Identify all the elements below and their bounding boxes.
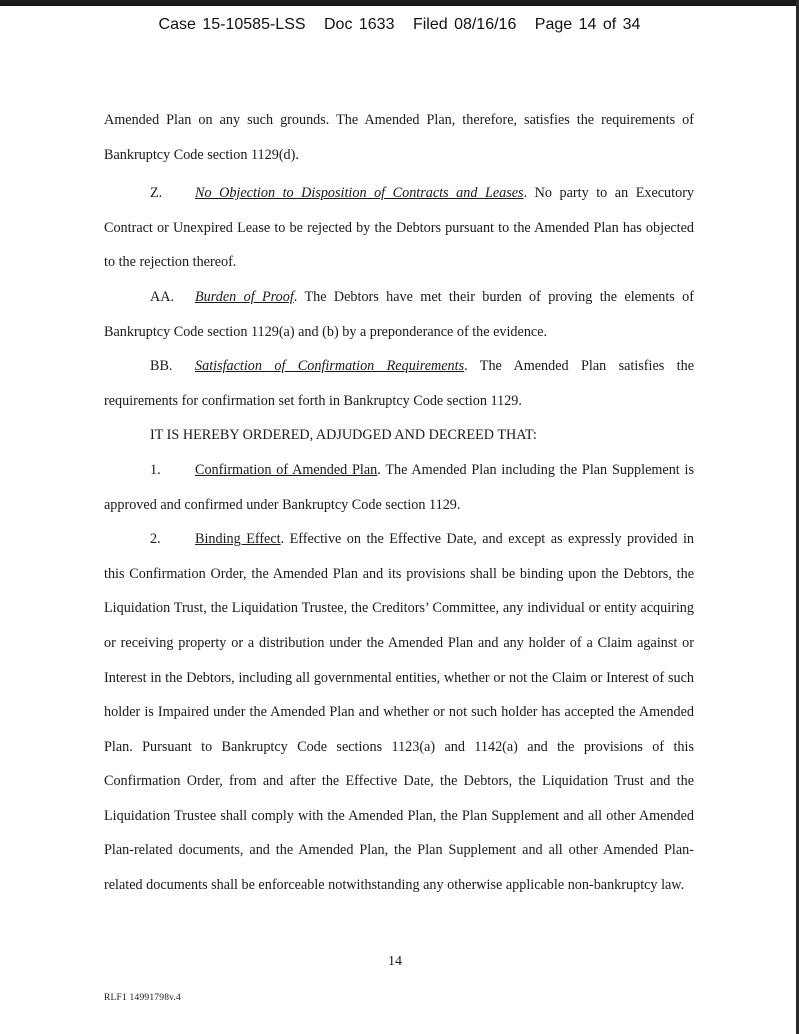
filed-date: Filed 08/16/16 — [412, 16, 517, 33]
paragraph-continuation: Amended Plan on any such grounds. The Amended Plan, therefore, satisfies the requirements of Bankruptcy Code section 1129(d). — [104, 112, 694, 163]
ordering-clause: IT IS HEREBY ORDERED, ADJUDGED AND DECREED THAT: — [150, 427, 537, 444]
paragraph-text: . No party to an Executory Contract or Unexpired Lease to be rejected by the Debtors pursuant to the Amended Plan has objected to the rejection thereof. — [104, 185, 695, 271]
case-header — [0, 16, 799, 34]
paragraph-text: . The Amended Plan including the Plan Supplement is approved and confirmed under Bankruptcy Code section 1129. — [104, 461, 694, 513]
page-top-border — [0, 0, 799, 6]
document-id: RLF1 14991798v.4 — [104, 993, 182, 1003]
paragraph-text: . Effective on the Effective Date, and except as expressly provided in this Confirmation Order, the Amended Plan and its provisions shall be binding upon the Debtors, the Liquidation Trust, the Liquidation Trustee, the Creditors’ Committee, any individual or entity acquiring or receiving property or a distribution under the Amended Plan and any holder of a Claim against or Interest in the Debtors, including all governmental entities, whether or not the Claim or Interest of such holder is Impaired under the Amended Plan and whether or not such holder has accepted the Amended Plan. Pursuant to Bankruptcy Code sections 1123(a) and 1142(a) and the provisions of this Confirmation Order, from and after the Effective Date, the Debtors, the Liquidation Trust and the Liquidation Trustee shall comply with the Amended Plan, the Plan Supplement and all other Amended Plan-related documents, and the Amended Plan, the Plan Supplement and all other Amended Plan-related documents shall be enforceable notwithstanding any otherwise applicable non-bankruptcy law. — [104, 531, 694, 894]
paragraph-heading: Binding Effect — [195, 531, 281, 548]
paragraph-heading: Confirmation of Amended Plan — [195, 461, 378, 478]
page-number: 14 — [388, 954, 402, 969]
paragraph-heading: Satisfaction of Confirmation Requirements — [195, 358, 465, 375]
paragraph-label: 1. — [150, 461, 161, 478]
case-number: Case 15-10585-LSS — [158, 16, 306, 33]
paragraph-label: BB. — [150, 358, 173, 375]
paragraph-label: Z. — [150, 185, 163, 202]
document-body — [104, 103, 694, 903]
paragraph-1 — [104, 453, 694, 522]
doc-number: Doc 1633 — [323, 16, 395, 33]
paragraph-text: . The Debtors have met their burden of proving the elements of Bankruptcy Code section 1129(a) and (b) by a preponderance of the evidence. — [104, 288, 694, 340]
page-count: Page 14 of 34 — [534, 16, 641, 33]
paragraph-z — [104, 176, 694, 280]
paragraph-aa — [104, 280, 694, 349]
paragraph-bb — [104, 349, 694, 418]
paragraph-2 — [104, 522, 694, 903]
paragraph-heading: Burden of Proof — [195, 288, 294, 305]
paragraph-heading: No Objection to Disposition of Contracts and Leases — [195, 185, 524, 202]
paragraph-text: . The Amended Plan satisfies the requirements for confirmation set forth in Bankruptcy Code section 1129. — [104, 358, 695, 409]
paragraph-label: 2. — [150, 531, 161, 548]
paragraph-label: AA. — [150, 288, 175, 305]
